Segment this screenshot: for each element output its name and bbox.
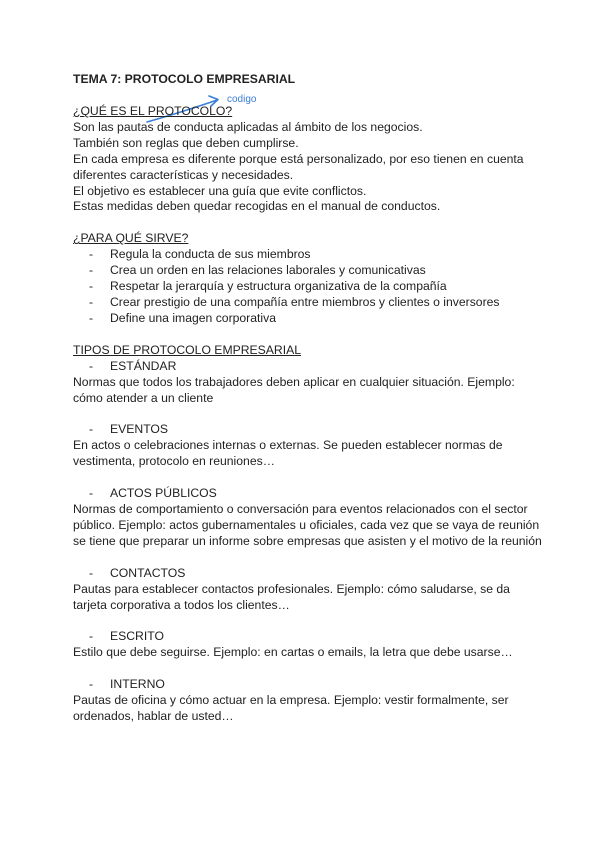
type-description: Estilo que debe seguirse. Ejemplo: en cartas o emails, la letra que debe usarse… bbox=[73, 645, 513, 660]
purpose-list bbox=[73, 247, 543, 327]
list-item: - Define una imagen corporativa bbox=[73, 311, 543, 327]
document-page bbox=[73, 72, 543, 725]
type-name: - ACTOS PÚBLICOS bbox=[73, 486, 543, 502]
type-description: Pautas de oficina y cómo actuar en la empresa. Ejemplo: vestir formalmente, ser ordenados, hablar de usted… bbox=[73, 693, 509, 724]
paragraph-line: Son las pautas de conducta aplicadas al ámbito de los negocios. bbox=[73, 119, 423, 134]
type-description: Normas que todos los trabajadores deben aplicar en cualquier situación. Ejemplo: cómo atender a un cliente bbox=[73, 374, 515, 405]
list-item: - Crear prestigio de una compañía entre miembros y clientes o inversores bbox=[73, 295, 543, 311]
section-heading-tipos: TIPOS DE PROTOCOLO EMPRESARIAL bbox=[73, 342, 302, 357]
paragraph-line: El objetivo es establecer una guía que evite conflictos. bbox=[73, 183, 367, 198]
section-heading-que-es: ¿QUÉ ES EL PROTOCOLO? bbox=[73, 104, 233, 118]
type-name: - EVENTOS bbox=[73, 422, 543, 438]
type-description: En actos o celebraciones internas o externas. Se pueden establecer normas de vestimenta, protocolo en reuniones… bbox=[73, 438, 503, 469]
type-name: - INTERNO bbox=[73, 677, 543, 693]
type-name: - CONTACTOS bbox=[73, 566, 543, 582]
list-item: - Crea un orden en las relaciones laborales y comunicativas bbox=[73, 263, 543, 279]
list-item: - Respetar la jerarquía y estructura organizativa de la compañía bbox=[73, 279, 543, 295]
type-name: - ESTÁNDAR bbox=[73, 359, 543, 375]
type-description: Normas de comportamiento o conversación para eventos relacionados con el sector público. Ejemplo: actos gubernamentales u oficiales, cada vez que se vaya de reunión se tiene que preparar un informe sobre empresas que asisten y el motivo de la reunión bbox=[73, 502, 542, 548]
paragraph-line: También son reglas que deben cumplirse. bbox=[73, 135, 299, 150]
type-description: Pautas para establecer contactos profesionales. Ejemplo: cómo saludarse, se da tarjeta corporativa a todos los clientes… bbox=[73, 581, 510, 612]
annotation-note: codigo bbox=[227, 94, 257, 105]
paragraph-line: Estas medidas deben quedar recogidas en el manual de conductos. bbox=[73, 199, 441, 214]
paragraph-line: En cada empresa es diferente porque está personalizado, por eso tienen en cuenta diferentes características y necesidades. bbox=[73, 151, 524, 182]
type-name: - ESCRITO bbox=[73, 629, 543, 645]
document-title: TEMA 7: PROTOCOLO EMPRESARIAL bbox=[73, 72, 296, 86]
list-item: - Regula la conducta de sus miembros bbox=[73, 247, 543, 263]
section-heading-para-que: ¿PARA QUÉ SIRVE? bbox=[73, 231, 189, 246]
